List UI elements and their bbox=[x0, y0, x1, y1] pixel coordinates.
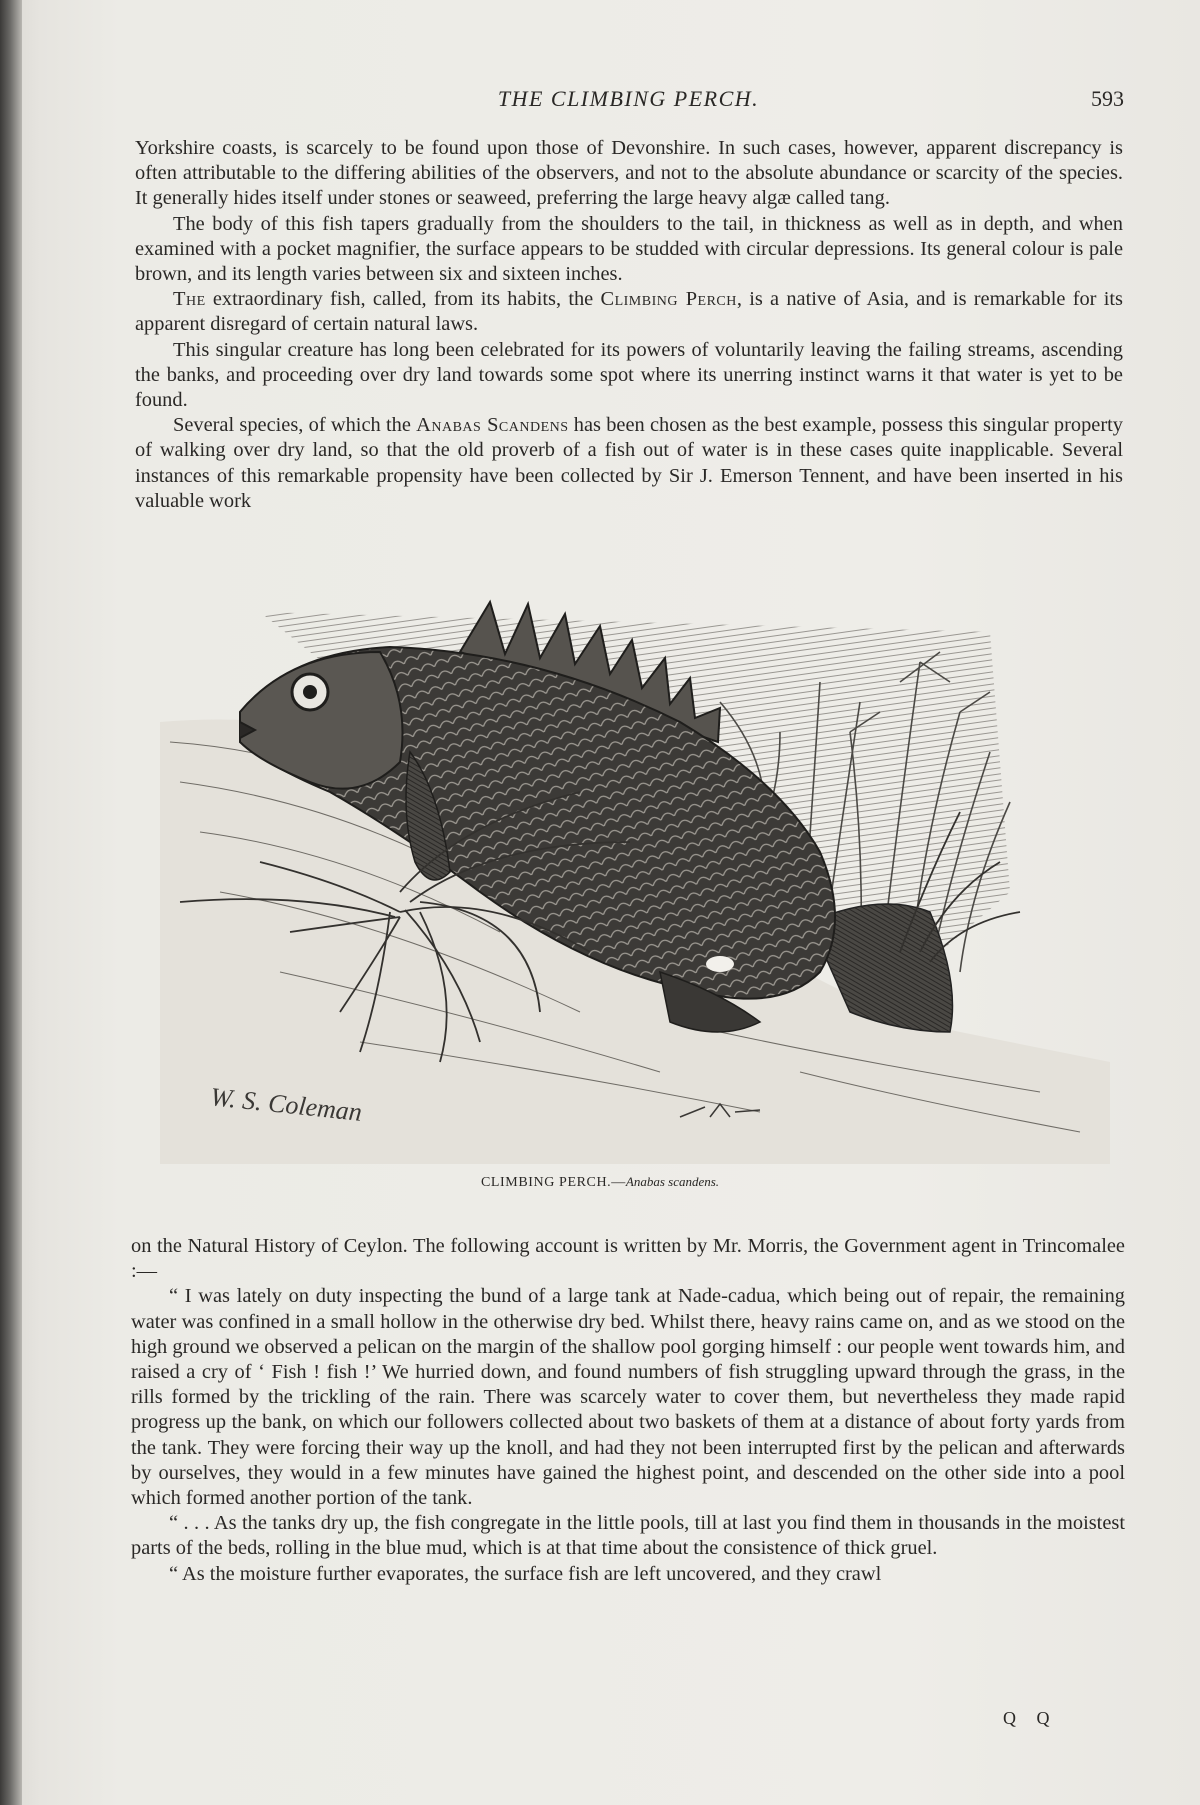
paragraph-text: This singular creature has long been celebrated for its powers of voluntarily leaving the failing streams, ascending the banks, and proceeding over dry land towards some spot where its unerring instinct warns it that water is yet to be found. bbox=[135, 338, 1123, 412]
paragraph-text: The body of this fish tapers gradually from the shoulders to the tail, in thickness as well as in depth, and when examined with a pocket magnifier, the surface appears to be studded with circular depressions. Its general colour is pale brown, and its length varies between six and sixteen inches. bbox=[135, 212, 1123, 286]
paragraph-text: extraordinary fish, called, from its habits, the bbox=[205, 288, 601, 311]
caption-main: CLIMBING PERCH.— bbox=[480, 1175, 626, 1190]
paragraph bbox=[135, 287, 1123, 337]
paragraph bbox=[135, 212, 1123, 288]
book-spine-shadow bbox=[0, 0, 22, 1805]
illustration-climbing-perch bbox=[160, 592, 1110, 1164]
paragraph-text: on the Natural History of Ceylon. The following account is written by Mr. Morris, the Government agent in Trincomalee :— bbox=[131, 1235, 1125, 1283]
text-block-top bbox=[135, 136, 1123, 514]
paragraph-text: , is a native of Asia, and is remarkable for its apparent disregard of certain natural laws. bbox=[135, 288, 1123, 336]
small-caps-text: Climbing Perch bbox=[600, 288, 737, 311]
paragraph bbox=[135, 338, 1123, 414]
fish-engraving bbox=[160, 592, 1110, 1164]
running-header bbox=[133, 84, 1124, 118]
paragraph bbox=[135, 413, 1123, 514]
paragraph bbox=[131, 1234, 1125, 1284]
small-caps-text: Anabas Scandens bbox=[416, 414, 569, 437]
small-caps-text: The bbox=[173, 288, 206, 311]
paragraph-text: Several species, of which the bbox=[173, 414, 417, 437]
figure-caption bbox=[0, 1174, 1200, 1191]
paragraph bbox=[135, 136, 1123, 212]
paragraph bbox=[131, 1562, 1125, 1587]
paragraph-text: has been chosen as the best example, possess this singular property of walking over dry land, so that the old proverb of a fish out of water is in these cases quite inapplicable. Several instances of this remarkable propensity have been collected by Sir J. Emerson Tennent, and have been inserted in his valuable work bbox=[135, 414, 1123, 512]
paragraph-text: “ I was lately on duty inspecting the bund of a large tank at Nade-cadua, which being out of repair, the remaining water was confined in a small hollow in the otherwise dry bed. Whilst there, heavy rains came on, and as we stood on the high ground we observed a pelican on the margin of the shallow pool gorging himself : our people went towards him, and raised a cry of ‘ Fish ! fish !’ We hurried down, and found numbers of fish struggling upward through the grass, in the rills formed by the trickling of the rain. There was scarcely water to cover them, but nevertheless they made rapid progress up the bank, on which our followers collected about two baskets of them at a distance of about forty yards from the tank. They were forcing their way up the knoll, and had they not been interrupted first by the pelican and afterwards by ourselves, they would in a few minutes have gained the highest point, and descended on the other side into a pool which formed another portion of the tank. bbox=[131, 1285, 1125, 1510]
running-title: THE CLIMBING PERCH. bbox=[497, 86, 760, 111]
caption-latin-name: Anabas scandens. bbox=[625, 1174, 720, 1189]
paragraph bbox=[131, 1284, 1125, 1511]
paragraph-text: Yorkshire coasts, is scarcely to be found upon those of Devonshire. In such cases, however, apparent discrepancy is often attributable to the differing abilities of the observers, and not to the absolute abundance or scarcity of the species. It generally hides itself under stones or seaweed, preferring the large heavy algæ called tang. bbox=[135, 137, 1123, 210]
signature-mark: Q Q bbox=[1003, 1708, 1058, 1728]
paragraph-text: “ As the moisture further evaporates, the surface fish are left uncovered, and they crawl bbox=[169, 1562, 882, 1585]
page-number: 593 bbox=[1091, 86, 1124, 111]
paragraph bbox=[131, 1511, 1125, 1561]
text-block-bottom bbox=[131, 1234, 1125, 1587]
artist-signature: W. S. Coleman bbox=[208, 1082, 364, 1127]
paragraph-text: “ . . . As the tanks dry up, the fish congregate in the little pools, till at last you find them in thousands in the moistest parts of the beds, rolling in the blue mud, which is at that time about the consistence of thick gruel. bbox=[131, 1512, 1125, 1560]
